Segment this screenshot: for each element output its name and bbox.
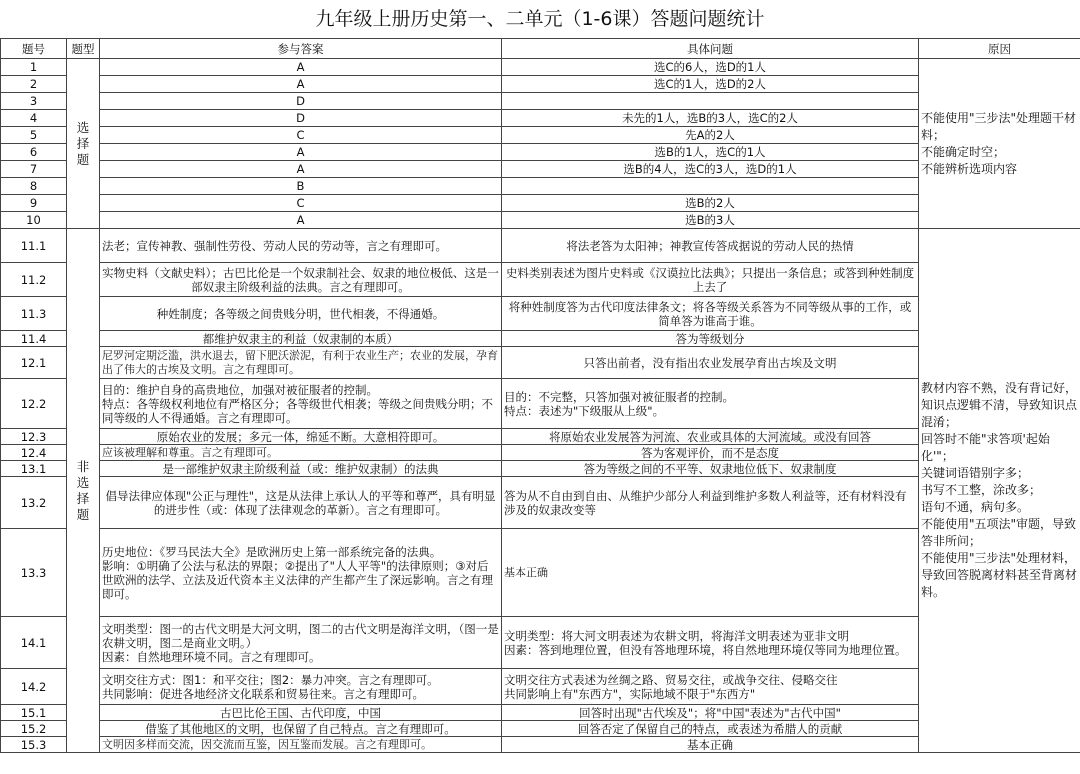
specific-problem: 只答出前者，没有指出农业发展孕育出古埃及文明 xyxy=(502,347,919,379)
reference-answer: 应该被理解和尊重。言之有理即可。 xyxy=(100,445,502,461)
question-number: 8 xyxy=(1,178,67,195)
question-number: 11.4 xyxy=(1,331,67,347)
table-row xyxy=(1,127,1080,144)
question-number: 12.4 xyxy=(1,445,67,461)
specific-problem: 回答否定了保留自己的特点，或表述为希腊人的贡献 xyxy=(502,721,919,737)
specific-problem: 答为客观评价，而不是态度 xyxy=(502,445,919,461)
table-row xyxy=(1,669,1080,705)
table-row xyxy=(1,178,1080,195)
reference-answer: 原始农业的发展；多元一体，绵延不断。大意相符即可。 xyxy=(100,429,502,445)
table-row xyxy=(1,110,1080,127)
specific-problem: 目的：不完整，只答加强对被征服者的控制。 特点：表述为"下级服从上级"。 xyxy=(502,379,919,429)
question-number: 14.2 xyxy=(1,669,67,705)
specific-problem xyxy=(502,93,919,110)
table-row xyxy=(1,144,1080,161)
question-number: 11.2 xyxy=(1,263,67,297)
table-row xyxy=(1,445,1080,461)
question-number: 12.2 xyxy=(1,379,67,429)
header-reference-answer: 参与答案 xyxy=(100,39,502,59)
reference-answer: A xyxy=(100,212,502,229)
question-number: 13.2 xyxy=(1,477,67,529)
table-row xyxy=(1,59,1080,76)
question-number: 15.3 xyxy=(1,737,67,753)
specific-problem: 基本正确 xyxy=(502,737,919,753)
reference-answer: 文明因多样而交流，因交流而互鉴，因互鉴而发展。言之有理即可。 xyxy=(100,737,502,753)
reference-answer: 尼罗河定期泛滥，洪水退去，留下肥沃淤泥，有利于农业生产；农业的发展，孕育出了伟大的古埃及文明。言之有理即可。 xyxy=(100,347,502,379)
question-type-nonchoice: 非 选 择 题 xyxy=(67,229,100,753)
reference-answer: 实物史料（文献史料）；古巴比伦是一个奴隶制社会、奴隶的地位极低、这是一部奴隶主阶级利益的法典。言之有理即可。 xyxy=(100,263,502,297)
table-row xyxy=(1,93,1080,110)
table-row xyxy=(1,263,1080,297)
header-reason: 原因 xyxy=(919,39,1080,59)
question-number: 1 xyxy=(1,59,67,76)
specific-problem: 将原始农业发展答为河流、农业或具体的大河流域。或没有回答 xyxy=(502,429,919,445)
question-number: 12.1 xyxy=(1,347,67,379)
question-number: 11.1 xyxy=(1,229,67,263)
reference-answer: A xyxy=(100,144,502,161)
table-row xyxy=(1,617,1080,669)
table-row xyxy=(1,529,1080,617)
question-number: 12.3 xyxy=(1,429,67,445)
table-row xyxy=(1,161,1080,178)
table-row xyxy=(1,721,1080,737)
question-number: 3 xyxy=(1,93,67,110)
question-number: 7 xyxy=(1,161,67,178)
specific-problem: 选B的1人，选C的1人 xyxy=(502,144,919,161)
question-number: 9 xyxy=(1,195,67,212)
reference-answer: 借鉴了其他地区的文明，也保留了自己特点。言之有理即可。 xyxy=(100,721,502,737)
reference-answer: 倡导法律应体现"公正与理性"，这是从法律上承认人的平等和尊严，具有明显的进步性（或：体现了法律观念的革新）。言之有理即可。 xyxy=(100,477,502,529)
table-row xyxy=(1,212,1080,229)
question-number: 14.1 xyxy=(1,617,67,669)
reference-answer: A xyxy=(100,76,502,93)
specific-problem: 答为从不自由到自由、从维护少部分人利益到维护多数人利益等，还有材料没有涉及的奴隶改变等 xyxy=(502,477,919,529)
specific-problem: 选B的3人 xyxy=(502,212,919,229)
question-number: 15.2 xyxy=(1,721,67,737)
reference-answer: B xyxy=(100,178,502,195)
specific-problem: 未先的1人，选B的3人，选C的2人 xyxy=(502,110,919,127)
question-number: 10 xyxy=(1,212,67,229)
specific-problem: 答为等级划分 xyxy=(502,331,919,347)
question-number: 2 xyxy=(1,76,67,93)
question-number: 6 xyxy=(1,144,67,161)
question-number: 11.3 xyxy=(1,297,67,331)
table-row xyxy=(1,347,1080,379)
specific-problem: 文明交往方式表述为丝绸之路、贸易交往，或战争交往、侵略交往 共同影响上有"东西方"，实际地域不限于"东西方" xyxy=(502,669,919,705)
reference-answer: C xyxy=(100,195,502,212)
specific-problem: 基本正确 xyxy=(502,529,919,617)
page-title: 九年级上册历史第一、二单元（1-6课）答题问题统计 xyxy=(315,8,765,30)
specific-problem: 选C的6人，选D的1人 xyxy=(502,59,919,76)
table-row xyxy=(1,331,1080,347)
table-row xyxy=(1,477,1080,529)
reference-answer: 目的：维护自身的高贵地位，加强对被征服者的控制。 特点：各等级权利地位有严格区分；各等级世代相袭；等级之间贵贱分明；不同等级的人不得通婚。言之有理即可。 xyxy=(100,379,502,429)
specific-problem: 答为等级之间的不平等、奴隶地位低下、奴隶制度 xyxy=(502,461,919,477)
table-row xyxy=(1,379,1080,429)
table-row xyxy=(1,76,1080,93)
question-number: 13.3 xyxy=(1,529,67,617)
reference-answer: 文明交往方式：图1：和平交往；图2：暴力冲突。言之有理即可。 共同影响：促进各地经济文化联系和贸易往来。言之有理即可。 xyxy=(100,669,502,705)
reason-nonchoice: 教材内容不熟，没有背记好，知识点逻辑不清，导致知识点混淆； 回答时不能"求答项'起始化'"； 关键词语错别字多； 书写不工整，涂改多； 语句不通，病句多。 不能使用"五项法"审题，导致答非所问； 不能使用"三步法"处理材料，导致回答脱离材料甚至背离材料。 xyxy=(919,229,1080,753)
table-row xyxy=(1,429,1080,445)
specific-problem: 将法老答为太阳神；神教宣传答成据说的劳动人民的热情 xyxy=(502,229,919,263)
reason-choice: 不能使用"三步法"处理题干材料； 不能确定时空； 不能辨析选项内容 xyxy=(919,59,1080,229)
reference-answer: D xyxy=(100,110,502,127)
reference-answer: D xyxy=(100,93,502,110)
header-specific-problem: 具体问题 xyxy=(502,39,919,59)
reference-answer: 种姓制度；各等级之间贵贱分明，世代相袭，不得通婚。 xyxy=(100,297,502,331)
reference-answer: C xyxy=(100,127,502,144)
table-row xyxy=(1,297,1080,331)
table-row xyxy=(1,229,1080,263)
reference-answer: 法老；宣传神教、强制性劳役、劳动人民的劳动等，言之有理即可。 xyxy=(100,229,502,263)
table-row xyxy=(1,461,1080,477)
header-question-number: 题号 xyxy=(1,39,67,59)
header-question-type: 题型 xyxy=(67,39,100,59)
specific-problem: 选C的1人，选D的2人 xyxy=(502,76,919,93)
question-type-choice: 选 择 题 xyxy=(67,59,100,229)
reference-answer: 文明类型：图一的古代文明是大河文明，图二的古代文明是海洋文明，（图一是农耕文明，图二是商业文明。） 因素：自然地理环境不同。言之有理即可。 xyxy=(100,617,502,669)
table-row xyxy=(1,737,1080,753)
specific-problem xyxy=(502,178,919,195)
specific-problem: 文明类型：将大河文明表述为农耕文明，将海洋文明表述为亚非文明 因素：答到地理位置，但没有答地理环境，将自然地理环境仅等同为地理位置。 xyxy=(502,617,919,669)
header-row xyxy=(1,39,1080,59)
specific-problem: 回答时出现"古代埃及"；将"中国"表述为"古代中国" xyxy=(502,705,919,721)
question-number: 4 xyxy=(1,110,67,127)
reference-answer: 都维护奴隶主的利益（奴隶制的本质） xyxy=(100,331,502,347)
reference-answer: 历史地位：《罗马民法大全》是欧洲历史上第一部系统完备的法典。 影响：①明确了公法与私法的界限；②提出了"人人平等"的法律原则；③对后世欧洲的法学、立法及近代资本主义法律的产生都产生了深远影响。言之有理即可。 xyxy=(100,529,502,617)
table-row xyxy=(1,195,1080,212)
question-number: 15.1 xyxy=(1,705,67,721)
reference-answer: A xyxy=(100,59,502,76)
table-row xyxy=(1,705,1080,721)
specific-problem: 先A的2人 xyxy=(502,127,919,144)
reference-answer: 古巴比伦王国、古代印度，中国 xyxy=(100,705,502,721)
question-number: 13.1 xyxy=(1,461,67,477)
specific-problem: 将种姓制度答为古代印度法律条文；将各等级关系答为不同等级从事的工作，或简单答为谁高于谁。 xyxy=(502,297,919,331)
reference-answer: 是一部维护奴隶主阶级利益（或：维护奴隶制）的法典 xyxy=(100,461,502,477)
specific-problem: 史料类别表述为图片史料或《汉谟拉比法典》；只提出一条信息；或答到种姓制度上去了 xyxy=(502,263,919,297)
statistics-table xyxy=(0,38,1080,753)
reference-answer: A xyxy=(100,161,502,178)
specific-problem: 选B的2人 xyxy=(502,195,919,212)
specific-problem: 选B的4人，选C的3人，选D的1人 xyxy=(502,161,919,178)
question-number: 5 xyxy=(1,127,67,144)
